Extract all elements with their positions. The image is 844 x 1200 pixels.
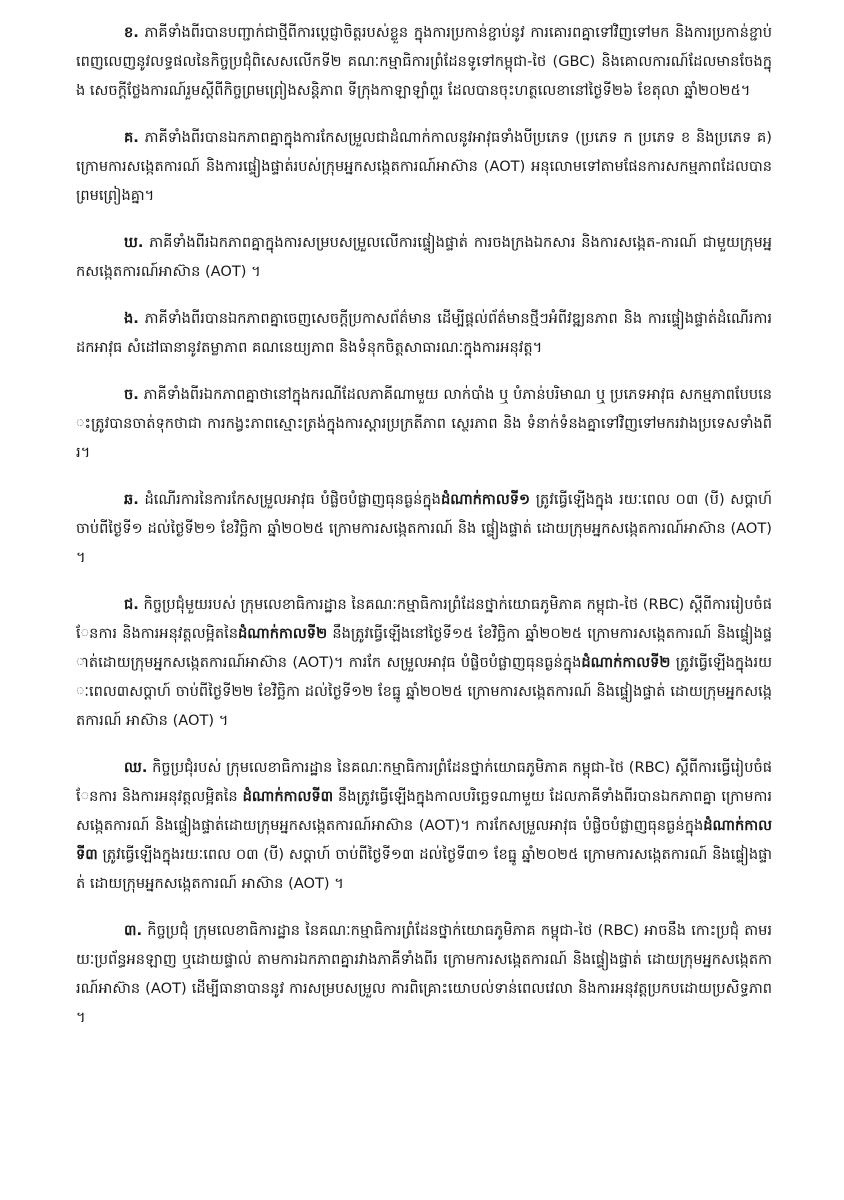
paragraph-text: កិច្ចប្រជុំរបស់ ក្រុមលេខាធិការដ្ឋាន នៃគណៈកម្មាធិការព្រំដែនថ្នាក់យោធភូមិភាគ កម្ពុជា-ថៃ (RBC) ស្តីពីការធ្វើរៀបចំផែនការ និងការអនុវត្តលម្អិតនៃ: [76, 759, 772, 805]
paragraph-chha: [76, 485, 772, 572]
paragraph-kho: [76, 18, 772, 105]
phase-label: ដំណាក់កាលទី២: [581, 654, 671, 671]
paragraph-ngo: [76, 304, 772, 362]
paragraph-kho2: [76, 228, 772, 286]
phase-label: ដំណាក់កាលទី២: [238, 625, 328, 642]
paragraph-text: ត្រូវធ្វើឡើងក្នុងរយៈពេល ០៣ (បី) សប្តាហ៍ ចាប់ពីថ្ងៃទី១៣ ដល់ថ្ងៃទី៣១ ខែធ្នូ ឆ្នាំ២០២៥ ក្រោមការសង្កេតការណ៍ និងផ្ទៀងផ្ទាត់ ដោយក្រុមអ្នកសង្កេតការណ៍ អាស៊ាន (AOT) ។: [76, 846, 772, 892]
paragraph-text: កិច្ចប្រជុំមួយរបស់ ក្រុមលេខាធិការដ្ឋាន នៃគណៈកម្មាធិការព្រំដែនថ្នាក់យោធភូមិភាគ កម្ពុជា-ថៃ (RBC) ស្តីពីការរៀបចំផែនការ និងការអនុវត្តលម្អិតនៃ: [76, 596, 772, 642]
paragraph-marker: ៣.: [124, 922, 143, 939]
paragraph-marker: ឃ.: [124, 234, 144, 251]
paragraph-marker: គ.: [124, 129, 139, 146]
paragraph-text: ភាគីទាំងពីរឯកភាពគ្នាក្នុងការសម្របសម្រួលលើការផ្ទៀងផ្ទាត់ ការចងក្រងឯកសារ និងការសង្កេត-ការណ៍ ជាមួយក្រុមអ្នកសង្កេតការណ៍អាស៊ាន (AOT) ។: [76, 234, 772, 280]
paragraph-text: កិច្ចប្រជុំ ក្រុមលេខាធិការដ្ឋាន នៃគណៈកម្មាធិការព្រំដែនថ្នាក់យោធភូមិភាគ កម្ពុជា-ថៃ (RBC) អាចនឹង កោះប្រជុំ តាមរយៈប្រព័ន្ធអនឡាញ ឬដោយផ្ទាល់ តាមការឯកភាពគ្នារវាងភាគីទាំងពីរ ក្រោមការសង្កេតការណ៍ និងផ្ទៀងផ្ទាត់ ដោយក្រុមអ្នកសង្កេតការណ៍អាស៊ាន (AOT) ដើម្បីធានាបាននូវ ការសម្របសម្រួល ការពិគ្រោះយោបល់ទាន់ពេលវេលា និងការអនុវត្តប្រកបដោយប្រសិទ្ធភាព។: [76, 922, 772, 1026]
paragraph-cha: [76, 380, 772, 467]
paragraph-marker: ជ.: [124, 596, 139, 613]
paragraph-ko: [76, 123, 772, 210]
paragraph-cho: [76, 590, 772, 735]
paragraph-three: [76, 916, 772, 1032]
phase-label: ដំណាក់កាលទី៣: [76, 817, 772, 863]
paragraph-marker: ឆ.: [124, 491, 139, 508]
paragraph-marker: ច.: [124, 386, 139, 403]
paragraph-chho: [76, 753, 772, 898]
paragraph-text: នឹងត្រូវធ្វើឡើងក្នុងកាលបរិច្ឆេទណាមួយ ដែលភាគីទាំងពីរបានឯកភាពគ្នា ក្រោមការសង្កេតការណ៍ និងផ្ទៀងផ្ទាត់ដោយក្រុមអ្នកសង្កេតការណ៍អាស៊ាន (AOT)។ ការកែសម្រួលអាវុធ បំផ្លិចបំផ្លាញធុនធ្ងន់ក្នុង: [76, 788, 772, 834]
paragraph-text: ភាគីទាំងពីរបានឯកភាពគ្នាចេញសេចក្តីប្រកាសព័ត៌មាន ដើម្បីផ្តល់ព័ត៌មានថ្មីៗអំពីវឌ្ឍនភាព និង ការផ្ទៀងផ្ទាត់ដំណើរការដកអាវុធ សំដៅធានានូវតម្លាភាព គណនេយ្យភាព និងទំនុកចិត្តសាធារណៈក្នុងការអនុវត្ត។: [76, 310, 772, 356]
paragraph-text: ភាគីទាំងពីរឯកភាពគ្នាថានៅក្នុងករណីដែលភាគីណាមួយ លាក់បាំង ឬ បំភាន់បរិមាណ ឬ ប្រភេទអាវុធ សកម្មភាពបែបនេះត្រូវបានចាត់ទុកថាជា ការកង្វះភាពស្មោះត្រង់ក្នុងការស្តារប្រក្រតីភាព ស្ថេរភាព និង ទំនាក់ទំនងគ្នាទៅវិញទៅមករវាងប្រទេសទាំងពីរ។: [76, 386, 772, 461]
paragraph-text: ភាគីទាំងពីរបានបញ្ជាក់ជាថ្មីពីការប្តេជ្ញាចិត្តរបស់ខ្លួន ក្នុងការប្រកាន់ខ្ជាប់នូវ ការគោរពគ្នាទៅវិញទៅមក និងការប្រកាន់ខ្ជាប់ពេញលេញនូវលទ្ធផលនៃកិច្ចប្រជុំពិសេសលើកទី២ គណៈកម្មាធិការព្រំដែនទូទៅកម្ពុជា-ថៃ (GBC) និងគោលការណ៍ដែលមានចែងក្នុង សេចក្តីថ្លែងការណ៍រួមស្តីពីកិច្ចព្រមព្រៀងសន្តិភាព ទីក្រុងកាឡាឡាំពួរ ដែលបានចុះហត្ថលេខានៅថ្ងៃទី២៦ ខែតុលា ឆ្នាំ២០២៥។: [76, 24, 772, 99]
paragraph-marker: ខ.: [124, 24, 139, 41]
paragraph-marker: ឈ.: [124, 759, 148, 776]
paragraph-text: ដំណើរការនៃការកែសម្រួលអាវុធ បំផ្លិចបំផ្លាញធុនធ្ងន់ក្នុង: [138, 491, 441, 508]
paragraph-marker: ង.: [124, 310, 139, 327]
paragraph-text: ត្រូវធ្វើឡើងក្នុងរយៈពេល៣សប្តាហ៍ ចាប់ពីថ្ងៃទី២២ ខែវិច្ឆិកា ដល់ថ្ងៃទី១២ ខែធ្នូ ឆ្នាំ២០២៥ ក្រោមការសង្កេតការណ៍ និងផ្ទៀងផ្ទាត់ ដោយក្រុមអ្នកសង្កេតការណ៍ អាស៊ាន (AOT) ។: [76, 654, 772, 729]
paragraph-text: នឹងត្រូវធ្វើឡើងនៅថ្ងៃទី១៥ ខែវិច្ឆិកា ឆ្នាំ២០២៥ ក្រោមការសង្កេតការណ៍ និងផ្ទៀងផ្ទាត់ដោយក្រុមអ្នកសង្កេតការណ៍អាស៊ាន (AOT)។ ការកែ សម្រួលអាវុធ បំផ្លិចបំផ្លាញធុនធ្ងន់ក្នុង: [76, 625, 772, 671]
paragraph-text: ភាគីទាំងពីរបានឯកភាពគ្នាក្នុងការកែសម្រួលជាដំណាក់កាលនូវអាវុធទាំងបីប្រភេទ (ប្រភេទ ក ប្រភេទ ខ និងប្រភេទ គ) ក្រោមការសង្កេតការណ៍ និងការផ្ទៀងផ្ទាត់របស់ក្រុមអ្នកសង្កេតការណ៍អាស៊ាន (AOT) អនុលោមទៅតាមផែនការសកម្មភាពដែលបានព្រមព្រៀងគ្នា។: [76, 129, 772, 204]
phase-label: ដំណាក់កាលទី៣: [242, 788, 334, 805]
paragraph-text: ត្រូវធ្វើឡើងក្នុង រយៈពេល ០៣ (បី) សប្តាហ៍ ចាប់ពីថ្ងៃទី១ ដល់ថ្ងៃទី២១ ខែវិច្ឆិកា ឆ្នាំ២០២៥ ក្រោមការសង្កេតការណ៍ និង ផ្ទៀងផ្ទាត់ ដោយក្រុមអ្នកសង្កេតការណ៍អាស៊ាន (AOT) ។: [76, 491, 772, 566]
phase-label: ដំណាក់កាលទី១: [440, 491, 531, 508]
